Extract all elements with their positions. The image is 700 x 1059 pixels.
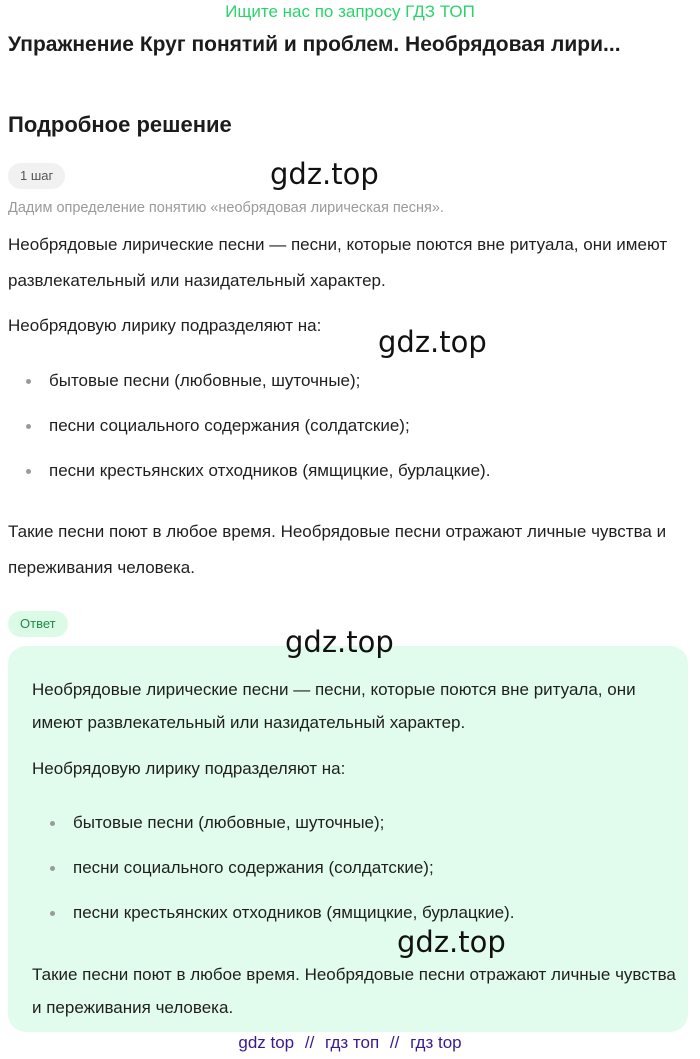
list-item-text: песни социального содержания (солдатские); (73, 858, 434, 877)
bullet-icon (50, 866, 55, 871)
answer-paragraph-1: Необрядовые лирические песни — песни, которые поются вне ритуала, они имеют развлекательный или назидательный характер. (32, 680, 636, 732)
bullet-icon (26, 379, 31, 384)
list-item (0, 413, 700, 458)
list-item (0, 368, 700, 413)
watermark: gdz.top (285, 625, 394, 659)
list-item-text: песни крестьянских отходников (ямщицкие, бурлацкие). (49, 461, 491, 480)
bullet-icon (50, 821, 55, 826)
watermark: gdz.top (397, 925, 506, 959)
footer-link-gdz-top-cyrillic[interactable]: гдз топ (325, 1033, 380, 1052)
list-item-text: песни крестьянских отходников (ямщицкие, бурлацкие). (73, 903, 515, 922)
footer-link-gdz-top-mixed[interactable]: гдз top (410, 1033, 462, 1052)
list-item-text: песни социального содержания (солдатские); (49, 416, 410, 435)
footer-separator: // (389, 1033, 400, 1052)
bullet-icon (50, 911, 55, 916)
list-item (0, 900, 700, 945)
footer-link-gdz-top[interactable]: gdz top (238, 1033, 295, 1052)
list-item (0, 458, 700, 503)
answer-paragraph-2: Необрядовую лирику подразделяют на: (32, 759, 346, 778)
watermark: gdz.top (270, 157, 379, 191)
answer-list (0, 810, 700, 945)
step-hint: Дадим определение понятию «необрядовая лирическая песня». (8, 200, 444, 216)
solution-paragraph-1: Необрядовые лирические песни — песни, которые поются вне ритуала, они имеют развлекательный или назидательный характер. (8, 235, 668, 290)
solution-paragraph-2: Необрядовую лирику подразделяют на: (8, 316, 322, 335)
list-item (0, 810, 700, 855)
list-item-text: бытовые песни (любовные, шуточные); (73, 813, 385, 832)
promo-text: Ищите нас по запросу ГДЗ ТОП (225, 2, 475, 21)
answer-badge: Ответ (8, 611, 68, 637)
footer-separator: // (304, 1033, 315, 1052)
list-item (0, 855, 700, 900)
footer-links (0, 1033, 700, 1053)
bullet-icon (26, 424, 31, 429)
answer-paragraph-3: Такие песни поют в любое время. Необрядовые песни отражают личные чувства и переживания человека. (32, 965, 676, 1017)
bullet-icon (26, 469, 31, 474)
page-title: Упражнение Круг понятий и проблем. Необрядовая лири... (8, 33, 621, 56)
list-item-text: бытовые песни (любовные, шуточные); (49, 371, 361, 390)
step-badge: 1 шаг (8, 163, 65, 189)
watermark: gdz.top (378, 325, 487, 359)
section-title: Подробное решение (8, 112, 232, 137)
solution-list (0, 368, 700, 503)
solution-paragraph-3: Такие песни поют в любое время. Необрядовые песни отражают личные чувства и переживания человека. (8, 522, 667, 577)
